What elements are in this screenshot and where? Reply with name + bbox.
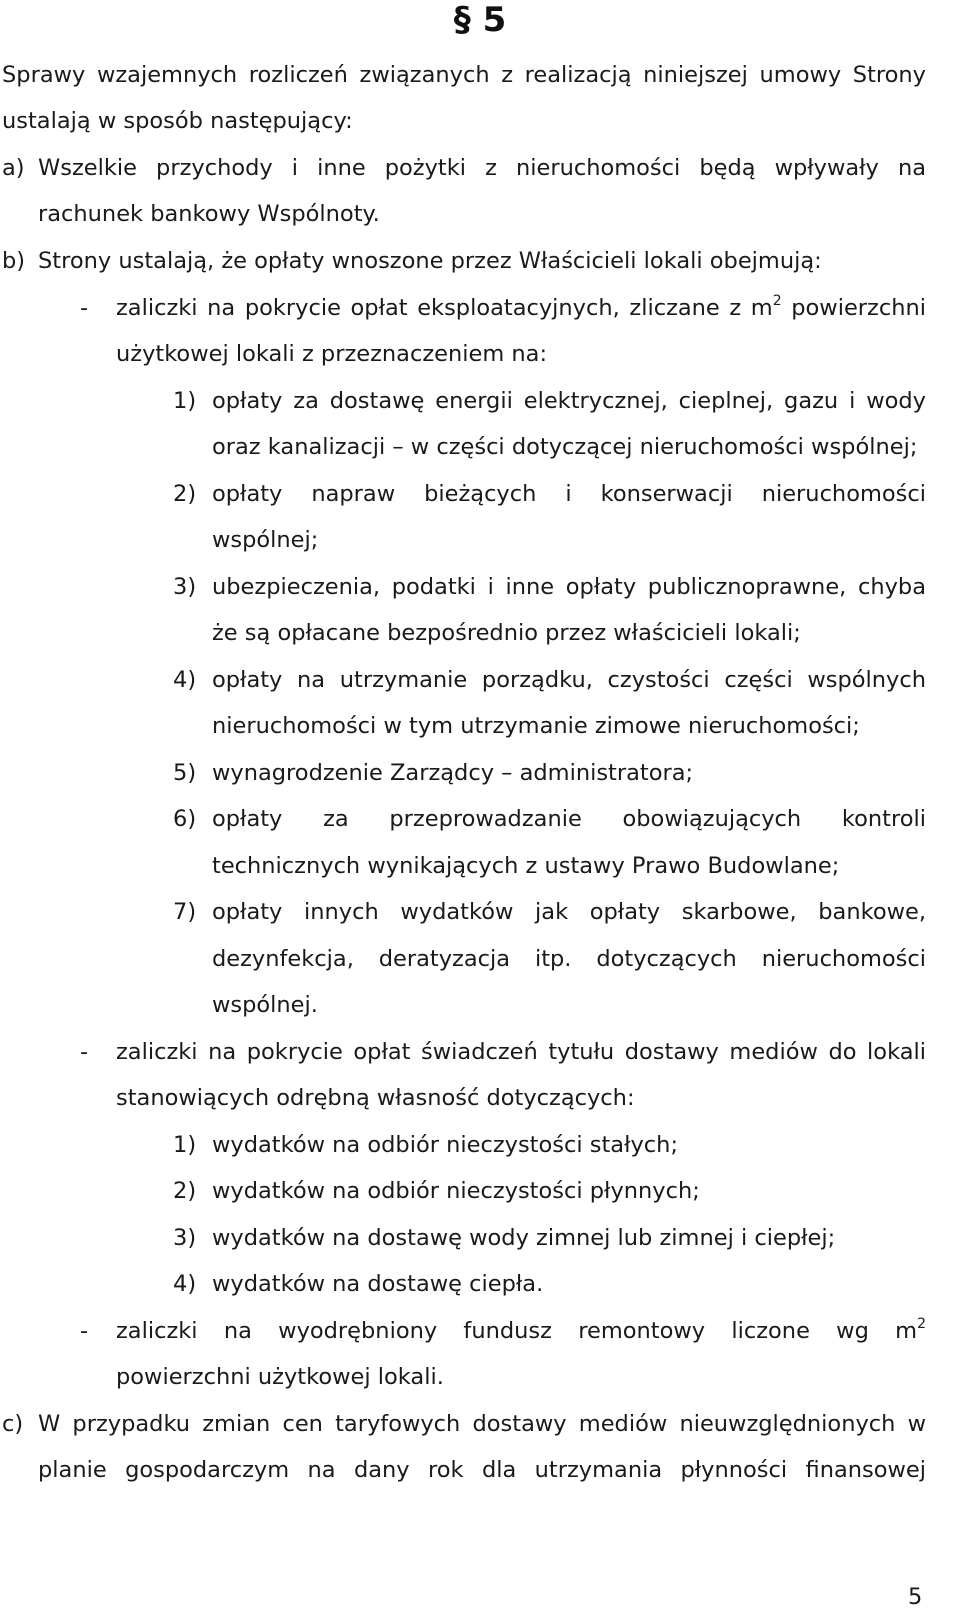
superscript-2: 2 [772, 293, 782, 309]
subitem-7-line-3: wspólnej. [212, 992, 318, 1018]
subitem-1-line-2: oraz kanalizacji – w części dotyczącej nieruchomości wspólnej; [212, 434, 918, 460]
subitem-6-line-1: opłaty za przeprowadzanie obowiązujących kontroli [212, 806, 926, 832]
dash-2-marker: - [80, 1039, 89, 1065]
subitem-1-number: 1) [173, 388, 197, 414]
subitem-1-line-1: opłaty za dostawę energii elektrycznej, cieplnej, gazu i wody [212, 388, 926, 414]
subitem-7-line-1: opłaty innych wydatków jak opłaty skarbowe, bankowe, [212, 899, 926, 925]
subitem-7-line-2: dezynfekcja, deratyzacja itp. dotyczących nieruchomości [212, 946, 926, 972]
subitem-3-line-1: ubezpieczenia, podatki i inne opłaty publicznoprawne, chyba [212, 574, 926, 600]
dash-2-subitem-1: wydatków na odbiór nieczystości stałych; [212, 1132, 679, 1158]
item-a-line-2: rachunek bankowy Wspólnoty. [38, 201, 380, 227]
item-a-line-1: Wszelkie przychody i inne pożytki z nieruchomości będą wpływały na [38, 155, 926, 181]
dash-3-line-2: powierzchni użytkowej lokali. [116, 1364, 444, 1390]
intro-line-2: ustalają w sposób następujący: [2, 108, 353, 134]
subitem-3-line-2: że są opłacane bezpośrednio przez właścicieli lokali; [212, 620, 801, 646]
item-c-marker: c) [2, 1411, 24, 1437]
subitem-4-number: 4) [173, 667, 197, 693]
page-number: 5 [908, 1584, 923, 1610]
item-a-marker: a) [2, 155, 25, 181]
intro-line-1: Sprawy wzajemnych rozliczeń związanych z realizacją niniejszej umowy Strony [2, 62, 926, 88]
subitem-5-line-1: wynagrodzenie Zarządcy – administratora; [212, 760, 694, 786]
dash-2-subitem-2-number: 2) [173, 1178, 197, 1204]
subitem-4-line-1: opłaty na utrzymanie porządku, czystości części wspólnych [212, 667, 926, 693]
dash-2-line-1: zaliczki na pokrycie opłat świadczeń tytułu dostawy mediów do lokali [116, 1039, 926, 1065]
dash-2-subitem-3-number: 3) [173, 1225, 197, 1251]
item-c-line-1: W przypadku zmian cen taryfowych dostawy mediów nieuwzględnionych w [38, 1411, 926, 1437]
subitem-2-line-2: wspólnej; [212, 527, 319, 553]
dash-2-subitem-4: wydatków na dostawę ciepła. [212, 1271, 544, 1297]
dash-2-subitem-3: wydatków na dostawę wody zimnej lub zimnej i ciepłej; [212, 1225, 836, 1251]
subitem-3-number: 3) [173, 574, 197, 600]
dash-1-line-1: zaliczki na pokrycie opłat eksploatacyjnych, zliczane z $m^2$ powierzchni [116, 293, 926, 321]
subitem-6-line-2: technicznych wynikających z ustawy Prawo Budowlane; [212, 853, 840, 879]
dash-3-marker: - [80, 1318, 89, 1344]
dash-3-line-1: zaliczki na wyodrębniony fundusz remontowy liczone wg $m^2$ [116, 1316, 926, 1344]
subitem-7-number: 7) [173, 899, 197, 925]
dash-2-subitem-2: wydatków na odbiór nieczystości płynnych; [212, 1178, 700, 1204]
item-b-line-1: Strony ustalają, że opłaty wnoszone przez Właścicieli lokali obejmują: [38, 248, 822, 274]
item-b-marker: b) [2, 248, 26, 274]
dash-1-marker: - [80, 295, 89, 321]
subitem-5-number: 5) [173, 760, 197, 786]
dash-2-subitem-4-number: 4) [173, 1271, 197, 1297]
item-c-line-2: planie gospodarczym na dany rok dla utrzymania płynności finansowej [38, 1457, 926, 1483]
dash-2-line-2: stanowiących odrębną własność dotyczących: [116, 1085, 635, 1111]
subitem-2-line-1: opłaty napraw bieżących i konserwacji nieruchomości [212, 481, 926, 507]
subitem-2-number: 2) [173, 481, 197, 507]
dash-1-line-2: użytkowej lokali z przeznaczeniem na: [116, 341, 548, 367]
dash-2-subitem-1-number: 1) [173, 1132, 197, 1158]
subitem-6-number: 6) [173, 806, 197, 832]
superscript-2: 2 [917, 1316, 926, 1332]
subitem-4-line-2: nieruchomości w tym utrzymanie zimowe nieruchomości; [212, 713, 860, 739]
section-heading: § 5 [453, 0, 507, 40]
